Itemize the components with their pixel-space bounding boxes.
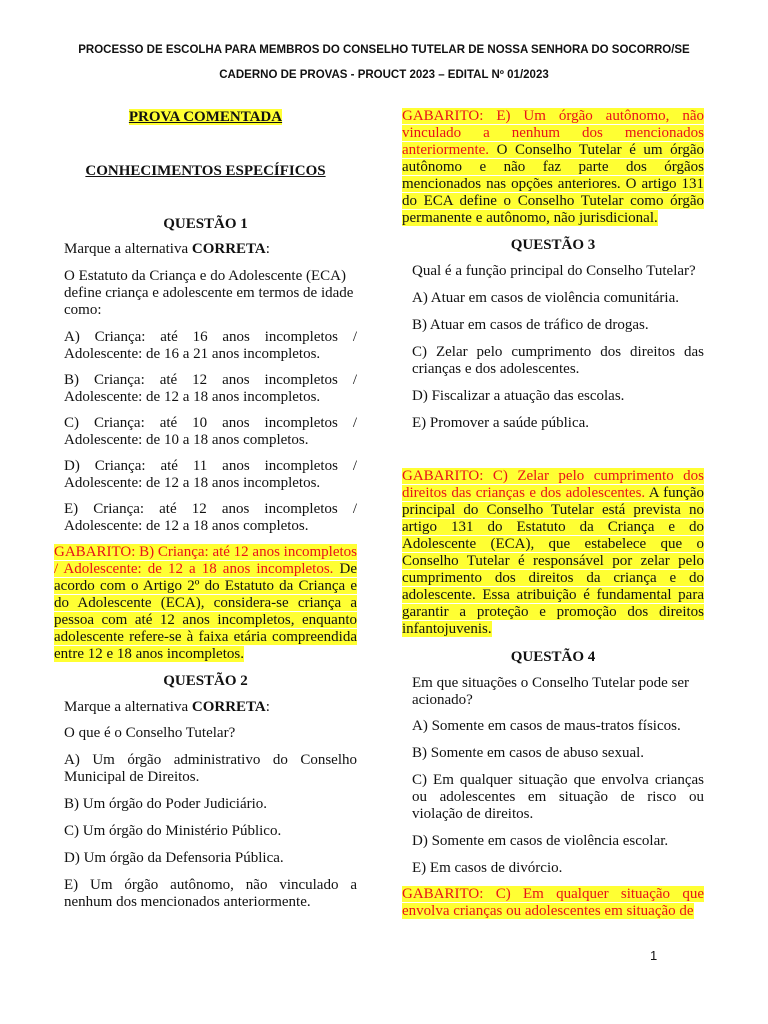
question-3-stem: Qual é a função principal do Conselho Tutelar? [412, 263, 696, 279]
question-4-stem: Em que situações o Conselho Tutelar pode ser acionado? [412, 675, 690, 708]
question-3-answer-block [402, 468, 704, 638]
question-3-option-d: D) Fiscalizar a atuação das escolas. [412, 388, 625, 404]
question-3-option-e: E) Promover a saúde pública. [412, 415, 590, 431]
page-title: PROVA COMENTADA [128, 109, 283, 125]
page-number: 1 [650, 948, 658, 963]
question-2-heading: QUESTÃO 2 [163, 673, 248, 689]
question-4-heading: QUESTÃO 4 [510, 649, 596, 665]
section-title: CONHECIMENTOS ESPECÍFICOS [85, 163, 326, 179]
question-4-option-c: C) Em qualquer situação que envolva crianças ou adolescentes em situação de risco ou violação de direitos. [412, 772, 704, 822]
question-3-option-c: C) Zelar pelo cumprimento dos direitos das crianças e dos adolescentes. [412, 344, 704, 377]
question-3-heading: QUESTÃO 3 [510, 237, 596, 253]
question-4-answer: GABARITO: C) Em qualquer situação que envolva crianças ou adolescentes em situação de [402, 886, 704, 919]
question-1-option-d: D) Criança: até 11 anos incompletos / Adolescente: de 12 a 18 anos incompletos. [64, 458, 357, 491]
right-column [402, 108, 704, 920]
question-2-option-c: C) Um órgão do Ministério Público. [64, 823, 282, 839]
question-1-comment: De acordo com o Artigo 2º do Estatuto da Criança e do Adolescente (ECA), considera-se criança a pessoa com até 12 anos incompletos, enquanto adolescente refere-se à faixa etária compreendida entre 12 e 18 anos incompletos. [54, 561, 357, 662]
question-1-option-e: E) Criança: até 12 anos incompletos / Adolescente: de 12 a 18 anos completos. [64, 501, 357, 534]
question-1-option-a: A) Criança: até 16 anos incompletos / Adolescente: de 16 a 21 anos incompletos. [64, 329, 357, 362]
question-1-answer-block [54, 544, 357, 663]
question-2-option-b: B) Um órgão do Poder Judiciário. [64, 796, 268, 812]
question-1-heading: QUESTÃO 1 [163, 216, 248, 232]
question-2-option-d: D) Um órgão da Defensoria Pública. [64, 850, 284, 866]
question-1-instruction: Marque a alternativa CORRETA: [64, 241, 270, 257]
document-header-line1: PROCESSO DE ESCOLHA PARA MEMBROS DO CONSELHO TUTELAR DE NOSSA SENHORA DO SOCORRO/SE [78, 44, 690, 56]
question-1-answer: GABARITO: B) Criança: até 12 anos incompletos / Adolescente: de 12 a 18 anos incompletos. [54, 544, 358, 577]
question-2-answer: GABARITO: E) Um órgão autônomo, não vinculado a nenhum dos mencionados anteriormente. [402, 108, 704, 158]
question-4-option-a: A) Somente em casos de maus-tratos físicos. [412, 718, 681, 734]
question-2-option-a: A) Um órgão administrativo do Conselho Municipal de Direitos. [64, 752, 357, 785]
left-column [54, 108, 357, 911]
question-4-option-b: B) Somente em casos de abuso sexual. [412, 745, 645, 761]
question-1-option-c: C) Criança: até 10 anos incompletos / Adolescente: de 10 a 18 anos completos. [64, 415, 357, 448]
question-3-option-b: B) Atuar em casos de tráfico de drogas. [412, 317, 649, 333]
question-2-answer-block [402, 108, 704, 227]
question-3-comment: A função principal do Conselho Tutelar está prevista no artigo 131 do Estatuto da Criança e do Adolescente (ECA), que estabelece que o Conselho Tutelar é responsável por zelar pelo cumprimento dos direitos da criança e do adolescente. Essa atribuição é fundamental para garantir a proteção e promoção dos direitos infantojuvenis. [402, 485, 704, 637]
question-2-stem: O que é o Conselho Tutelar? [64, 725, 236, 741]
question-1-stem: O Estatuto da Criança e do Adolescente (ECA) define criança e adolescente em termos de idade como: [64, 268, 354, 318]
question-3-answer: GABARITO: C) Zelar pelo cumprimento dos direitos das crianças e dos adolescentes. [402, 468, 704, 501]
question-4-answer-block [402, 886, 704, 920]
question-2-option-e: E) Um órgão autônomo, não vinculado a nenhum dos mencionados anteriormente. [64, 877, 357, 910]
question-4-option-e: E) Em casos de divórcio. [412, 860, 563, 876]
question-3-option-a: A) Atuar em casos de violência comunitária. [412, 290, 679, 306]
question-1-option-b: B) Criança: até 12 anos incompletos / Adolescente: de 12 a 18 anos incompletos. [64, 372, 357, 405]
question-2-instruction: Marque a alternativa CORRETA: [64, 699, 270, 715]
question-4-option-d: D) Somente em casos de violência escolar. [412, 833, 669, 849]
document-header-line2: CADERNO DE PROVAS - PROUCT 2023 – EDITAL Nº 01/2023 [219, 69, 549, 81]
question-2-comment: O Conselho Tutelar é um órgão autônomo e não faz parte dos órgãos mencionados nas opções anteriores. O artigo 131 do ECA define o Conselho Tutelar como órgão permanente e autônomo, não jurisdicional. [402, 142, 704, 226]
